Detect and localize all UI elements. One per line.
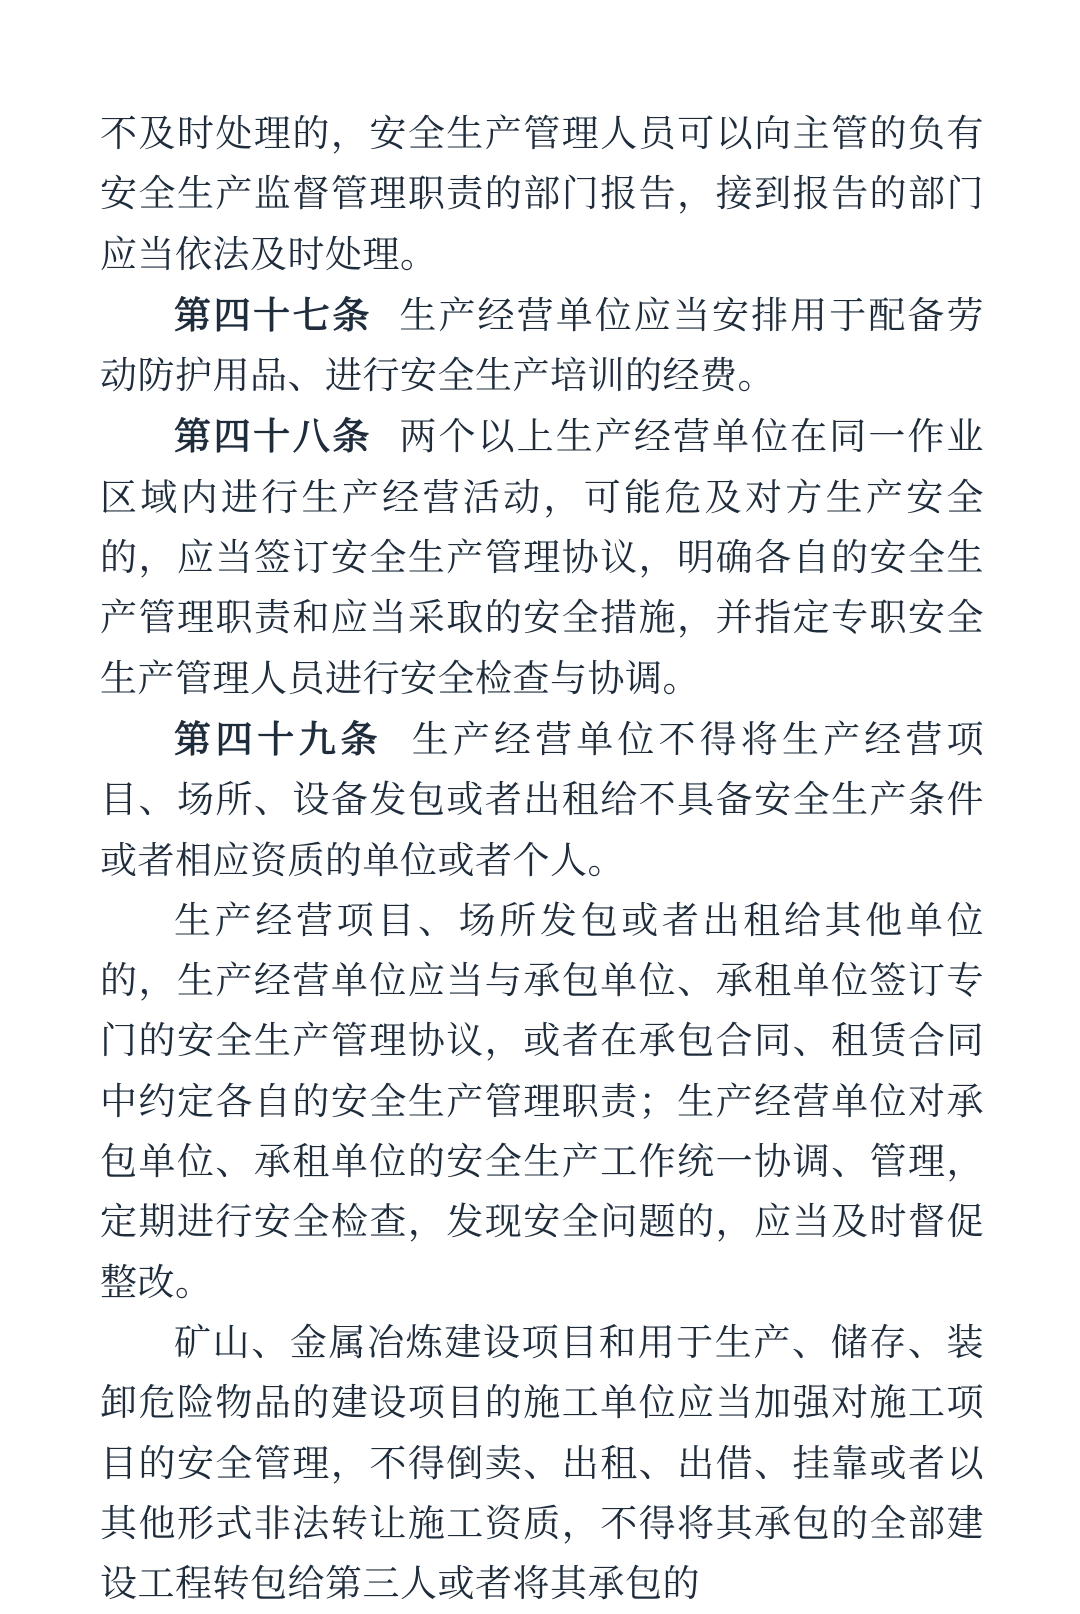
paragraph-text: 生产经营单位应当安排用于配备劳动防护用品、进行安全生产培训的经费。 [100,293,985,398]
article-label: 第四十八条 [174,414,372,459]
paragraph-text: 两个以上生产经营单位在同一作业区域内进行生产经营活动，可能危及对方生产安全的，应当签订安全生产管理协议，明确各自的安全生产管理职责和应当采取的安全措施，并指定专职安全生产管理人员进行安全检查与协调。 [100,415,985,700]
paragraph-text: 生产经营项目、场所发包或者出租给其他单位的，生产经营单位应当与承包单位、承租单位签订专门的安全生产管理协议，或者在承包合同、租赁合同中约定各自的安全生产管理职责；生产经营单位对承包单位、承租单位的安全生产工作统一协调、管理，定期进行安全检查，发现安全问题的，应当及时督促整改。 [100,898,984,1304]
document-body [100,104,984,1614]
paragraph-text: 矿山、金属冶炼建设项目和用于生产、储存、装卸危险物品的建设项目的施工单位应当加强对施工项目的安全管理，不得倒卖、出租、出借、挂靠或者以其他形式非法转让施工资质，不得将其承包的全部建设工程转包给第三人或者将其承包的 [100,1320,984,1606]
paragraph-text: 不及时处理的，安全生产管理人员可以向主管的负有安全生产监督管理职责的部门报告，接到报告的部门应当依法及时处理。 [100,112,984,276]
paragraph-article-49-3 [100,1313,984,1614]
paragraph-continuation [100,104,984,285]
paragraph-article-49-2 [100,891,984,1313]
paragraph-article-47 [100,285,984,407]
paragraph-article-49 [100,709,984,891]
paragraph-article-48 [100,406,984,708]
article-label: 第四十九条 [174,716,383,761]
paragraph-text: 生产经营单位不得将生产经营项目、场所、设备发包或者出租给不具备安全生产条件或者相应资质的单位或者个人。 [100,717,984,882]
article-label: 第四十七条 [174,292,372,337]
